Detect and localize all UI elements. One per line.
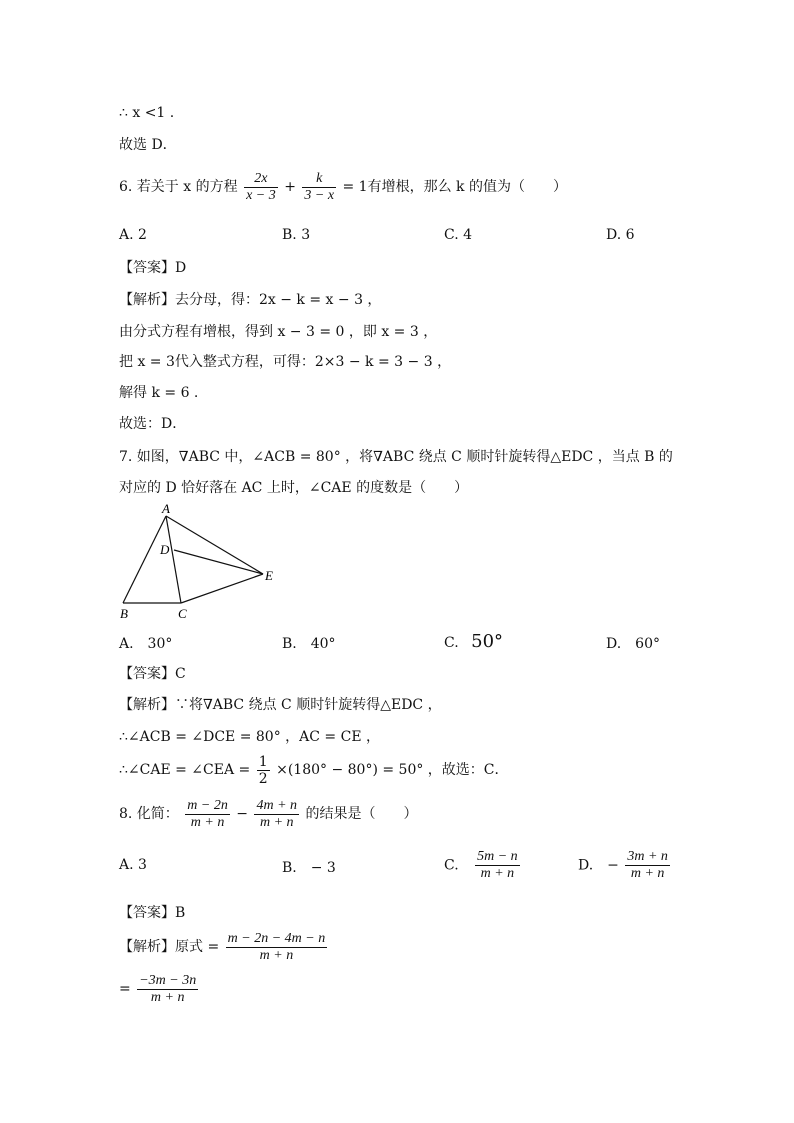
side-ab [123,516,166,603]
q7-analysis-3 [119,753,509,787]
q7-analysis-2: ∴∠ACB = ∠DCE = 80° ，AC = CE ， [119,729,380,745]
q8-option-b: B. − 3 [282,860,336,876]
q6-analysis-2: 由分式方程有增根，得到 x − 3 = 0 ，即 x = 3 ， [119,324,438,340]
q7-option-c-label: C. [444,635,459,651]
q8-d-den: m + n [630,866,665,881]
conclusion-line: ∴ x <1 . [119,105,175,121]
q8-ana2-num: −3m − 3n [139,972,197,988]
q6-plus: + [284,179,296,195]
q8-option-c [444,849,522,882]
q8-analysis-1 [119,930,329,964]
q7-half-num: 1 [258,753,268,770]
q8-option-a: A. 3 [119,857,147,873]
q7-half-fraction [257,754,270,787]
q8-option-d-label: D. − [578,857,619,874]
q6-analysis-1: 【解析】去分母，得：2x − k = x − 3 ， [119,292,382,308]
q7-analysis-3-start: ∴∠CAE = ∠CEA = [119,762,251,778]
q8-analysis-fraction [226,931,328,964]
choice-line: 故选 D． [119,137,177,153]
q8-f1-den: m + n [190,814,225,830]
label-d: D [160,542,170,557]
q8-option-c-label: C. [444,857,459,874]
q6-prefix: 6. 若关于 x 的方程 [119,179,238,195]
q6-f1-num: 2x [244,171,278,188]
question-8 [119,797,417,831]
side-ae [166,516,263,574]
q6-option-a: A. 2 [119,227,147,243]
q8-c-num: 5m − n [477,849,518,864]
q8-analysis-equals: = [119,981,131,997]
side-de [174,550,263,574]
q8-analysis-start: 【解析】原式 = [119,939,220,955]
q8-suffix: 的结果是（ ） [305,806,418,822]
q8-option-d [578,849,672,882]
q7-option-a: A. 30° [119,636,173,652]
q8-f1-num: m − 2n [187,797,228,813]
q8-option-d-fraction [625,849,670,882]
label-c: C [178,606,187,621]
question-6 [119,170,567,204]
q8-fraction-1 [185,798,230,831]
q7-analysis-3-end: ×(180° − 80°) = 50° ，故选：C． [276,762,509,778]
q6-fraction-1 [244,171,278,204]
q8-analysis-2 [119,972,200,1006]
q8-option-c-fraction [475,849,520,882]
q6-analysis-5: 故选：D． [119,416,187,432]
q6-f1-den: x − 3 [246,187,276,203]
q6-f2-den: 3 − x [304,187,335,203]
q8-analysis-fraction-2 [137,973,198,1006]
q8-prefix: 8. 化简： [119,806,179,822]
q8-fraction-2 [254,798,299,831]
q7-analysis-1: 【解析】∵将∇ABC 绕点 C 顺时针旋转得△EDC ， [119,697,442,713]
q8-c-den: m + n [480,866,515,881]
q8-d-num: 3m + n [627,849,668,864]
q7-option-b: B. 40° [282,636,336,652]
side-ce [181,574,263,603]
q7-option-d: D. 60° [606,636,660,652]
q8-f2-num: 4m + n [256,797,298,813]
q7-answer: 【答案】C [119,666,186,682]
q7-option-c [444,631,503,652]
q8-ana-den: m + n [259,947,294,963]
q8-f2-den: m + n [259,814,294,830]
q8-ana2-den: m + n [150,989,185,1005]
q6-option-d: D. 6 [606,227,635,243]
q6-analysis-4: 解得 k = 6 . [119,385,199,401]
q7-half-den: 2 [258,770,268,787]
label-a: A [162,501,170,516]
q6-analysis-3: 把 x = 3代入整式方程，可得：2×3 − k = 3 − 3 ， [119,354,452,370]
q6-f2-num: k [302,171,336,188]
q7-option-c-value: 50° [471,631,504,652]
q6-suffix: = 1有增根，那么 k 的值为（ ） [342,179,567,195]
question-7-line-1: 7. 如图，∇ABC 中，∠ACB = 80° ，将∇ABC 绕点 C 顺时针旋转得△EDC ，当点 B 的 [119,449,673,465]
side-ac [166,516,181,603]
question-7-line-2: 对应的 D 恰好落在 AC 上时，∠CAE 的度数是（ ） [119,480,469,496]
q8-minus: − [236,806,249,822]
label-b: B [120,606,128,621]
q6-option-c: C. 4 [444,227,473,243]
q6-option-b: B. 3 [282,227,311,243]
q6-answer: 【答案】D [119,260,187,276]
label-e: E [265,568,273,583]
q8-answer: 【答案】B [119,905,186,921]
q8-ana-num: m − 2n − 4m − n [227,930,326,946]
q6-fraction-2 [302,171,336,204]
triangle-figure [110,500,290,625]
